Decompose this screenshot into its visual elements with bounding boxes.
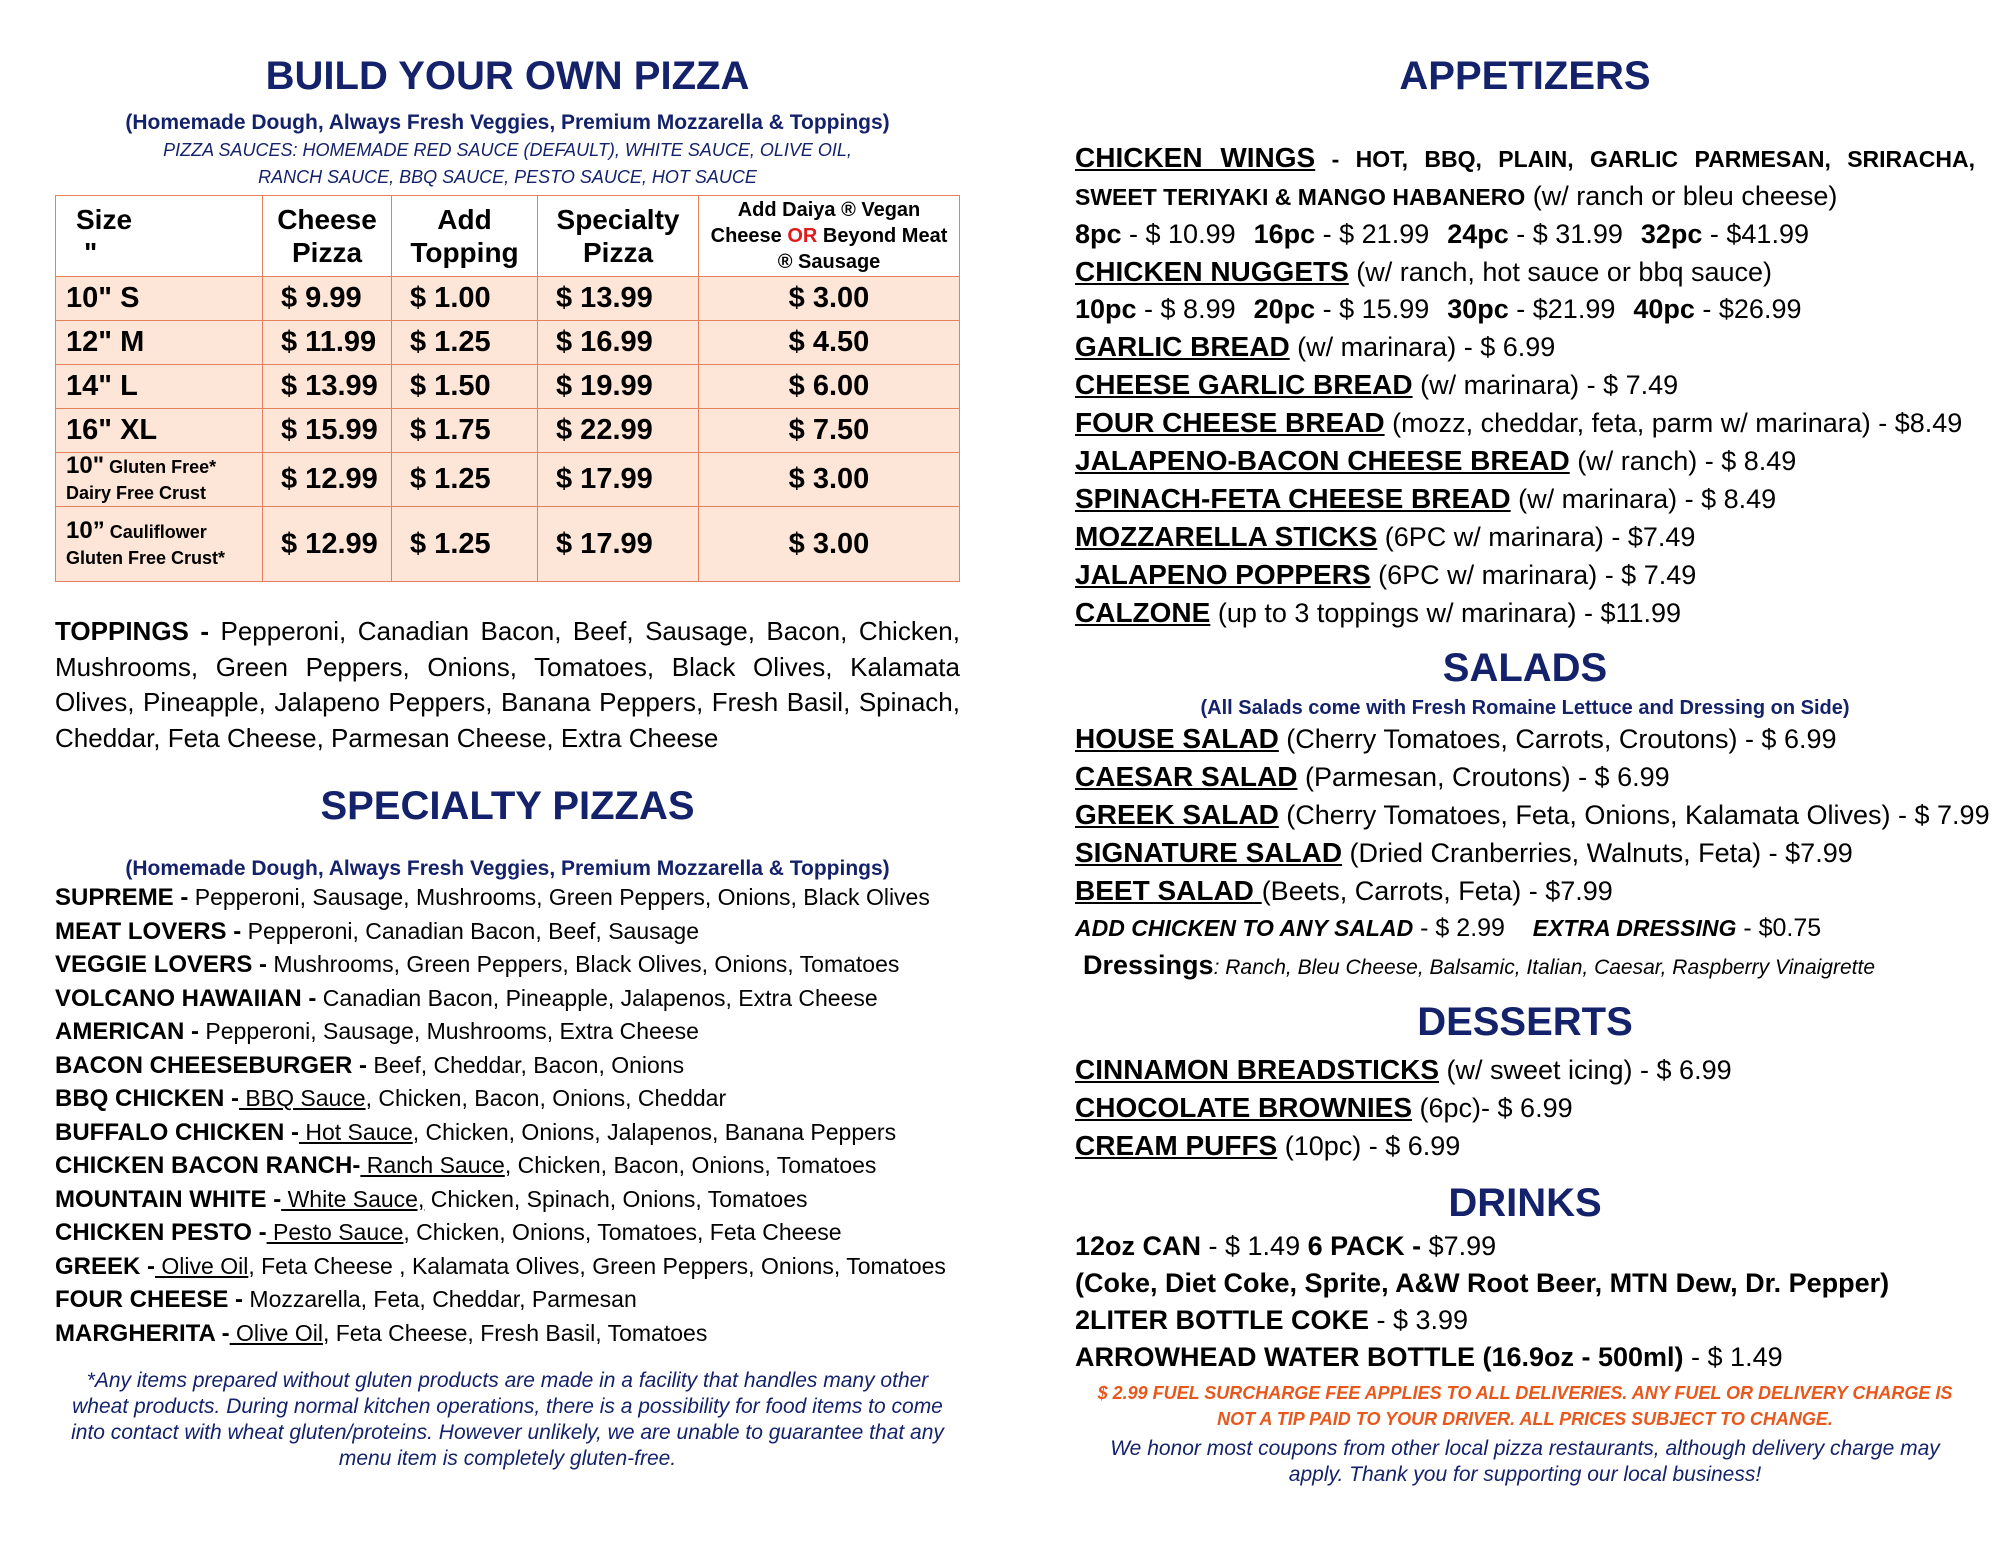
appetizer-item-name: GARLIC BREAD (1075, 331, 1290, 362)
price-value: - $21.99 (1508, 294, 1616, 324)
dessert-item-desc: (w/ sweet icing) - $ 6.99 (1439, 1055, 1732, 1085)
specialty-item (55, 1317, 960, 1351)
price-value: - $26.99 (1694, 294, 1802, 324)
table-row: 14" L $ 13.99 $ 1.50 $ 19.99 $ 6.00 (56, 365, 960, 409)
specialty-item (55, 1149, 960, 1183)
specialty-item (55, 1283, 960, 1317)
specialty-sauce: Olive Oil (229, 1319, 323, 1346)
dessert-item (1075, 1089, 1975, 1127)
specialty-desc: Chicken, Spinach, Onions, Tomatoes (424, 1185, 808, 1212)
nuggets-prices (1075, 291, 1975, 328)
dessert-item-name: CINNAMON BREADSTICKS (1075, 1054, 1439, 1085)
specialty-name: BACON CHEESEBURGER - (55, 1051, 368, 1079)
salad-items (1075, 720, 1990, 910)
dessert-item (1075, 1127, 1975, 1165)
appetizer-items (1075, 328, 1975, 632)
price-qty: 24pc (1447, 219, 1509, 249)
dessert-item-name: CREAM PUFFS (1075, 1130, 1278, 1161)
price-value: - $ 10.99 (1121, 219, 1236, 249)
specialty-desc: Beef, Cheddar, Bacon, Onions (367, 1051, 685, 1078)
specialty-item (55, 1183, 960, 1217)
drinks-title: DRINKS (1448, 1181, 1602, 1225)
specialty-name: MARGHERITA - (55, 1319, 230, 1347)
specialty-sauce: Ranch Sauce (360, 1152, 505, 1178)
coupons-note: We honor most coupons from other local pizza restaurants, although delivery charge may apply. Thank you for supporting our local business! (1110, 1437, 1940, 1486)
appetizer-item (1075, 404, 1975, 442)
price-qty: 30pc (1447, 294, 1509, 324)
table-row: 10" Gluten Free* Dairy Free Crust $ 12.99 $ 1.25 $ 17.99 $ 3.00 (56, 453, 960, 507)
table-row: 10" S $ 9.99 $ 1.00 $ 13.99 $ 3.00 (56, 277, 960, 321)
price-value: - $41.99 (1702, 219, 1809, 249)
appetizer-item-desc: (up to 3 toppings w/ marinara) - $11.99 (1210, 598, 1682, 628)
price-value: - $ 8.99 (1136, 294, 1236, 324)
specialty-sauce: White Sauce, (281, 1185, 425, 1212)
appetizer-item-name: JALAPENO-BACON CHEESE BREAD (1075, 445, 1570, 476)
appetizer-item-name: SPINACH-FETA CHEESE BREAD (1075, 483, 1511, 514)
salad-item-desc: (Cherry Tomatoes, Feta, Onions, Kalamata Olives) - $ 7.99 (1278, 800, 1990, 830)
dessert-item-desc: (10pc) - $ 6.99 (1277, 1131, 1461, 1161)
salad-item (1075, 834, 1975, 872)
specialty-desc: Pepperoni, Canadian Bacon, Beef, Sausage (241, 917, 700, 944)
header-specialty: Specialty Pizza (538, 196, 699, 277)
specialty-item (55, 1015, 960, 1049)
fuel-surcharge-note: $ 2.99 FUEL SURCHARGE FEE APPLIES TO ALL DELIVERIES. ANY FUEL OR DELIVERY CHARGE IS NOT A TIP PAID TO YOUR DRIVER. ALL PRICES SUBJECT TO CHANGE. (1097, 1383, 1953, 1429)
specialty-desc: , Chicken, Onions, Jalapenos, Banana Peppers (412, 1118, 897, 1145)
specialty-item (55, 881, 960, 915)
specialty-name: FOUR CHEESE - (55, 1286, 244, 1313)
table-row: 12" M $ 11.99 $ 1.25 $ 16.99 $ 4.50 (56, 321, 960, 365)
drink-2liter: 2LITER BOTTLE COKE - $ 3.99 (1075, 1305, 1469, 1335)
dessert-items (1075, 1051, 1975, 1165)
salad-item-desc: (Beets, Carrots, Feta) - $7.99 (1261, 876, 1613, 906)
salad-item (1075, 796, 1990, 834)
specialty-desc: Mozzarella, Feta, Cheddar, Parmesan (243, 1286, 637, 1312)
specialty-name: BUFFALO CHICKEN - (55, 1118, 299, 1146)
drink-flavors: (Coke, Diet Coke, Sprite, A&W Root Beer, MTN Dew, Dr. Pepper) (1075, 1268, 1890, 1298)
appetizers-list (1075, 139, 1975, 632)
specialty-subtitle: (Homemade Dough, Always Fresh Veggies, Premium Mozzarella & Toppings) (125, 857, 890, 880)
table-row: 16" XL $ 15.99 $ 1.75 $ 22.99 $ 7.50 (56, 409, 960, 453)
salads-title: SALADS (1442, 646, 1608, 690)
salad-item-name: HOUSE SALAD (1075, 723, 1279, 754)
drink-can: 12oz CAN - $ 1.49 6 PACK - $7.99 (1075, 1231, 1497, 1261)
appetizer-item-name: CHEESE GARLIC BREAD (1075, 369, 1413, 400)
specialty-desc: Canadian Bacon, Pineapple, Jalapenos, Extra Cheese (316, 984, 878, 1011)
dessert-item (1075, 1051, 1975, 1089)
specialty-item (55, 915, 960, 949)
specialty-desc: , Chicken, Onions, Tomatoes, Feta Cheese (403, 1219, 842, 1245)
appetizer-item (1075, 594, 1975, 632)
wings-item: CHICKEN WINGS - HOT, BBQ, PLAIN, GARLIC PARMESAN, SRIRACHA, SWEET TERIYAKI & MANGO HABANERO (w/ ranch or bleu cheese) (1075, 142, 1975, 211)
header-vegan: Add Daiya ® Vegan Cheese OR Beyond Meat ® Sausage (699, 196, 960, 277)
dessert-item-desc: (6pc)- $ 6.99 (1412, 1093, 1573, 1123)
appetizer-item (1075, 480, 1975, 518)
drink-water: ARROWHEAD WATER BOTTLE (16.9oz - 500ml) - $ 1.49 (1075, 1342, 1783, 1372)
specialty-desc: Mushrooms, Green Peppers, Black Olives, Onions, Tomatoes (267, 951, 900, 977)
right-column (1075, 0, 1990, 1488)
specialty-name: CHICKEN PESTO - (55, 1219, 267, 1246)
appetizer-item-desc: (w/ marinara) - $ 7.49 (1412, 370, 1679, 400)
specialty-title: SPECIALTY PIZZAS (320, 784, 695, 828)
header-size: Size " (56, 196, 263, 277)
price-qty: 40pc (1633, 294, 1695, 324)
specialty-item (55, 1082, 960, 1116)
table-row: 10” Cauliflower Gluten Free Crust* $ 12.99 $ 1.25 $ 17.99 $ 3.00 (56, 507, 960, 582)
price-qty: 10pc (1075, 294, 1137, 324)
specialty-desc: , Chicken, Bacon, Onions, Tomatoes (504, 1152, 877, 1178)
sauces-line-2: RANCH SAUCE, BBQ SAUCE, PESTO SAUCE, HOT SAUCE (258, 167, 757, 187)
build-subtitle: (Homemade Dough, Always Fresh Veggies, Premium Mozzarella & Toppings) (125, 111, 890, 134)
appetizer-item-name: JALAPENO POPPERS (1075, 559, 1371, 590)
appetizer-item-desc: (6PC w/ marinara) - $7.49 (1377, 522, 1696, 552)
specialty-list (55, 881, 960, 1350)
header-add-topping: Add Topping (392, 196, 538, 277)
specialty-item (55, 948, 960, 982)
specialty-desc: , Feta Cheese, Fresh Basil, Tomatoes (322, 1319, 708, 1346)
specialty-name: BBQ CHICKEN - (55, 1085, 239, 1112)
appetizers-title: APPETIZERS (1399, 54, 1651, 98)
specialty-name: MEAT LOVERS - (55, 917, 242, 945)
appetizer-item-desc: (6PC w/ marinara) - $ 7.49 (1370, 560, 1697, 590)
nuggets-item: CHICKEN NUGGETS (w/ ranch, hot sauce or bbq sauce) (1075, 256, 1773, 287)
salad-item (1075, 720, 1975, 758)
specialty-item (55, 982, 960, 1016)
specialty-name: VOLCANO HAWAIIAN - (55, 984, 317, 1012)
price-value: - $ 21.99 (1315, 219, 1430, 249)
specialty-sauce: BBQ Sauce (239, 1085, 366, 1111)
salad-item (1075, 758, 1975, 796)
drinks-list (1075, 1228, 1975, 1376)
price-qty: 8pc (1075, 219, 1122, 249)
price-qty: 20pc (1253, 294, 1316, 324)
salad-item (1075, 872, 1975, 910)
header-cheese: Cheese Pizza (263, 196, 392, 277)
dressings-line: Dressings: Ranch, Bleu Cheese, Balsamic, Italian, Caesar, Raspberry Vinaigrette (1083, 950, 1876, 980)
specialty-desc: Pepperoni, Sausage, Mushrooms, Extra Cheese (199, 1018, 699, 1044)
salad-item-name: GREEK SALAD (1075, 799, 1279, 830)
salad-item-name: CAESAR SALAD (1075, 761, 1298, 792)
salad-item-desc: (Cherry Tomatoes, Carrots, Croutons) - $ 6.99 (1278, 724, 1837, 754)
appetizer-item-name: FOUR CHEESE BREAD (1075, 407, 1385, 438)
specialty-name: VEGGIE LOVERS - (55, 951, 268, 978)
build-title: BUILD YOUR OWN PIZZA (265, 54, 750, 98)
salad-item-desc: (Dried Cranberries, Walnuts, Feta) - $7.99 (1342, 838, 1853, 868)
price-value: - $ 15.99 (1315, 294, 1430, 324)
gluten-note: *Any items prepared without gluten products are made in a facility that handles many other wheat products. During normal kitchen operations, there is a possibility for food items to come into contact with wheat gluten/proteins. However unlikely, we are unable to guarantee that any menu item is completely gluten-free. (71, 1369, 944, 1470)
specialty-sauce: Pesto Sauce (266, 1219, 404, 1245)
price-qty: 32pc (1640, 219, 1703, 249)
wings-prices (1075, 216, 1975, 253)
appetizer-item (1075, 442, 1975, 480)
specialty-desc: , Chicken, Bacon, Onions, Cheddar (365, 1085, 727, 1111)
appetizer-item-desc: (mozz, cheddar, feta, parm w/ marinara) - $8.49 (1384, 408, 1963, 438)
salad-item-name: SIGNATURE SALAD (1075, 837, 1343, 868)
appetizer-item-desc: (w/ marinara) - $ 6.99 (1289, 332, 1556, 362)
desserts-title: DESSERTS (1417, 1000, 1633, 1044)
salad-item-desc: (Parmesan, Croutons) - $ 6.99 (1297, 762, 1670, 792)
appetizer-item-name: CALZONE (1075, 597, 1211, 628)
price-qty: 16pc (1253, 219, 1316, 249)
specialty-name: AMERICAN - (55, 1018, 199, 1045)
appetizer-item (1075, 518, 1975, 556)
appetizer-item (1075, 556, 1975, 594)
specialty-name: CHICKEN BACON RANCH- (55, 1152, 361, 1179)
specialty-desc: , Feta Cheese , Kalamata Olives, Green Peppers, Onions, Tomatoes (248, 1252, 946, 1279)
sauces-line-1: PIZZA SAUCES: HOMEMADE RED SAUCE (DEFAULT), WHITE SAUCE, OLIVE OIL, (163, 140, 852, 160)
appetizer-item-desc: (w/ marinara) - $ 8.49 (1510, 484, 1777, 514)
appetizer-item (1075, 328, 1975, 366)
specialty-item (55, 1216, 960, 1250)
specialty-item (55, 1250, 960, 1284)
toppings-list: TOPPINGS - Pepperoni, Canadian Bacon, Beef, Sausage, Bacon, Chicken, Mushrooms, Green Peppers, Onions, Tomatoes, Black Olives, Kalamata Olives, Pineapple, Jalapeno Peppers, Banana Peppers, Fresh Basil, Spinach, Cheddar, Feta Cheese, Parmesan Cheese, Extra Cheese (55, 616, 960, 753)
left-column (55, 0, 960, 1472)
specialty-desc: Pepperoni, Sausage, Mushrooms, Green Peppers, Onions, Black Olives (188, 884, 930, 910)
appetizer-item (1075, 366, 1975, 404)
specialty-sauce: Olive Oil (155, 1252, 249, 1279)
salads-subtitle: (All Salads come with Fresh Romaine Lettuce and Dressing on Side) (1200, 697, 1850, 719)
specialty-sauce: Hot Sauce (298, 1118, 413, 1145)
dessert-item-name: CHOCOLATE BROWNIES (1075, 1092, 1413, 1123)
specialty-name: SUPREME - (55, 884, 189, 911)
specialty-name: MOUNTAIN WHITE - (55, 1185, 282, 1213)
specialty-item (55, 1049, 960, 1083)
price-value: - $ 31.99 (1508, 219, 1623, 249)
salad-addons: ADD CHICKEN TO ANY SALAD - $ 2.99 EXTRA DRESSING - $0.75 (1075, 914, 1822, 942)
salad-item-name: BEET SALAD (1075, 875, 1262, 906)
specialty-item (55, 1116, 960, 1150)
pizza-price-table (55, 195, 960, 582)
table-header-row (56, 196, 960, 277)
specialty-name: GREEK - (55, 1252, 156, 1280)
appetizer-item-name: MOZZARELLA STICKS (1075, 521, 1378, 552)
appetizer-item-desc: (w/ ranch) - $ 8.49 (1569, 446, 1797, 476)
